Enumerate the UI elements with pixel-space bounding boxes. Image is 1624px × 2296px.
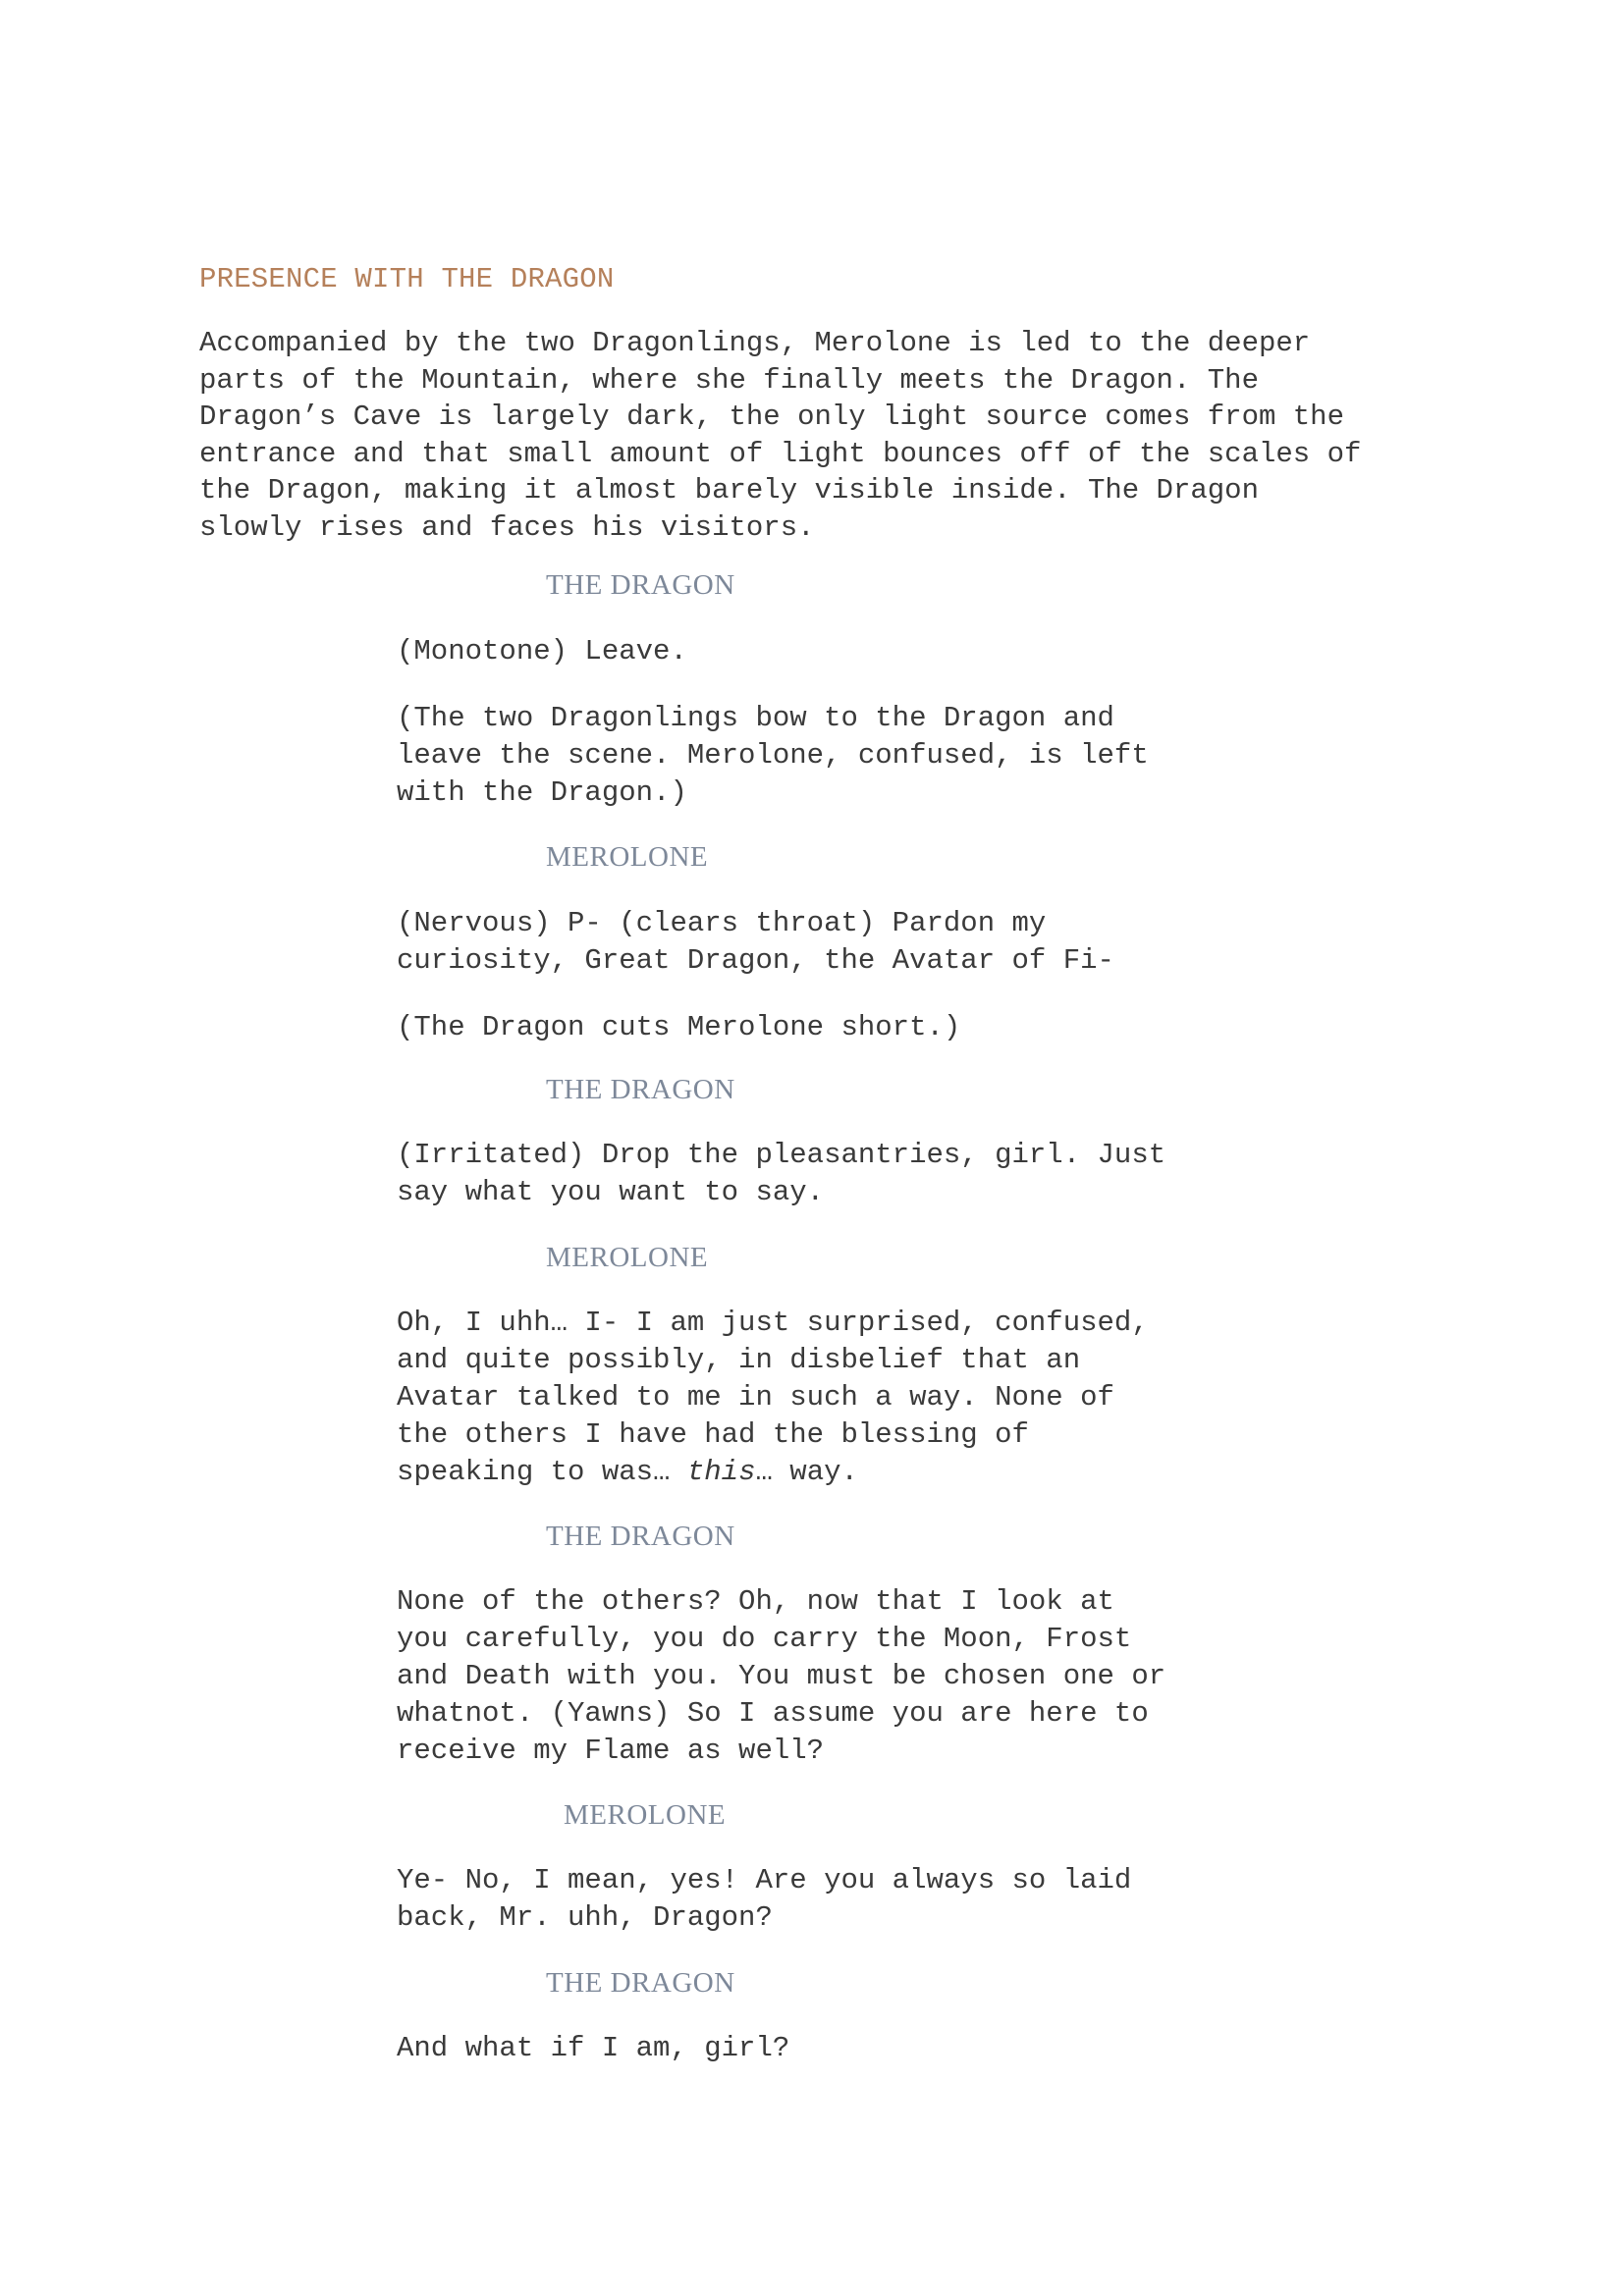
dialogue-text: speaking to was… bbox=[397, 1456, 687, 1488]
character-cue: MEROLONE bbox=[564, 1799, 727, 1831]
dialogue-block bbox=[397, 1137, 1339, 1211]
action-line: Dragon’s Cave is largely dark, the only light source comes from the bbox=[199, 400, 1344, 434]
dialogue-line: (Monotone) Leave. bbox=[397, 635, 687, 667]
action-paragraph bbox=[199, 325, 1446, 547]
dialogue-line: curiosity, Great Dragon, the Avatar of Fi- bbox=[397, 944, 1114, 977]
dialogue-block bbox=[397, 905, 1339, 980]
dialogue-block bbox=[397, 1305, 1339, 1491]
character-cue: THE DRAGON bbox=[546, 569, 735, 601]
action-line: entrance and that small amount of light bounces off of the scales of bbox=[199, 437, 1362, 470]
dialogue-block bbox=[397, 1862, 1339, 1937]
dialogue-line: and Death with you. You must be chosen one or bbox=[397, 1660, 1166, 1692]
parenthetical-block bbox=[397, 1009, 1339, 1046]
dialogue-line: back, Mr. uhh, Dragon? bbox=[397, 1901, 773, 1934]
dialogue-line bbox=[397, 1454, 1339, 1491]
action-line: slowly rises and faces his visitors. bbox=[199, 510, 815, 544]
parenthetical-block bbox=[397, 700, 1339, 812]
dialogue-line: you carefully, you do carry the Moon, Frost bbox=[397, 1623, 1132, 1655]
dialogue-line: and quite possibly, in disbelief that an bbox=[397, 1344, 1081, 1376]
dialogue-line: (Irritated) Drop the pleasantries, girl. Just bbox=[397, 1139, 1166, 1171]
dialogue-line: with the Dragon.) bbox=[397, 776, 687, 809]
dialogue-line: None of the others? Oh, now that I look at bbox=[397, 1585, 1114, 1618]
dialogue-line: receive my Flame as well? bbox=[397, 1735, 825, 1767]
action-line: parts of the Mountain, where she finally meets the Dragon. The bbox=[199, 363, 1259, 397]
dialogue-line: Ye- No, I mean, yes! Are you always so laid bbox=[397, 1864, 1132, 1896]
dialogue-text: … way. bbox=[755, 1456, 858, 1488]
character-cue: THE DRAGON bbox=[546, 1521, 735, 1552]
dialogue-line: Avatar talked to me in such a way. None of bbox=[397, 1381, 1114, 1414]
scene-heading: PRESENCE WITH THE DRAGON bbox=[199, 263, 615, 295]
dialogue-line: Oh, I uhh… I- I am just surprised, confused, bbox=[397, 1307, 1149, 1339]
character-cue: MEROLONE bbox=[546, 1242, 709, 1273]
character-cue: MEROLONE bbox=[546, 841, 709, 873]
dialogue-block bbox=[397, 633, 1339, 670]
character-cue: THE DRAGON bbox=[546, 1074, 735, 1105]
dialogue-line: leave the scene. Merolone, confused, is left bbox=[397, 739, 1149, 772]
dialogue-block bbox=[397, 2030, 1339, 2067]
dialogue-line: whatnot. (Yawns) So I assume you are here to bbox=[397, 1697, 1149, 1730]
action-line: the Dragon, making it almost barely visible inside. The Dragon bbox=[199, 474, 1259, 507]
dialogue-block bbox=[397, 1583, 1339, 1770]
action-line: Accompanied by the two Dragonlings, Merolone is led to the deeper bbox=[199, 327, 1311, 359]
dialogue-line: (Nervous) P- (clears throat) Pardon my bbox=[397, 907, 1047, 939]
emphasis-text: this bbox=[686, 1456, 756, 1488]
character-cue: THE DRAGON bbox=[546, 1967, 735, 1999]
dialogue-line: (The Dragon cuts Merolone short.) bbox=[397, 1011, 961, 1043]
dialogue-line: (The two Dragonlings bow to the Dragon and bbox=[397, 702, 1114, 734]
dialogue-line: And what if I am, girl? bbox=[397, 2032, 790, 2064]
dialogue-line: the others I have had the blessing of bbox=[397, 1418, 1029, 1451]
dialogue-line: say what you want to say. bbox=[397, 1176, 825, 1208]
